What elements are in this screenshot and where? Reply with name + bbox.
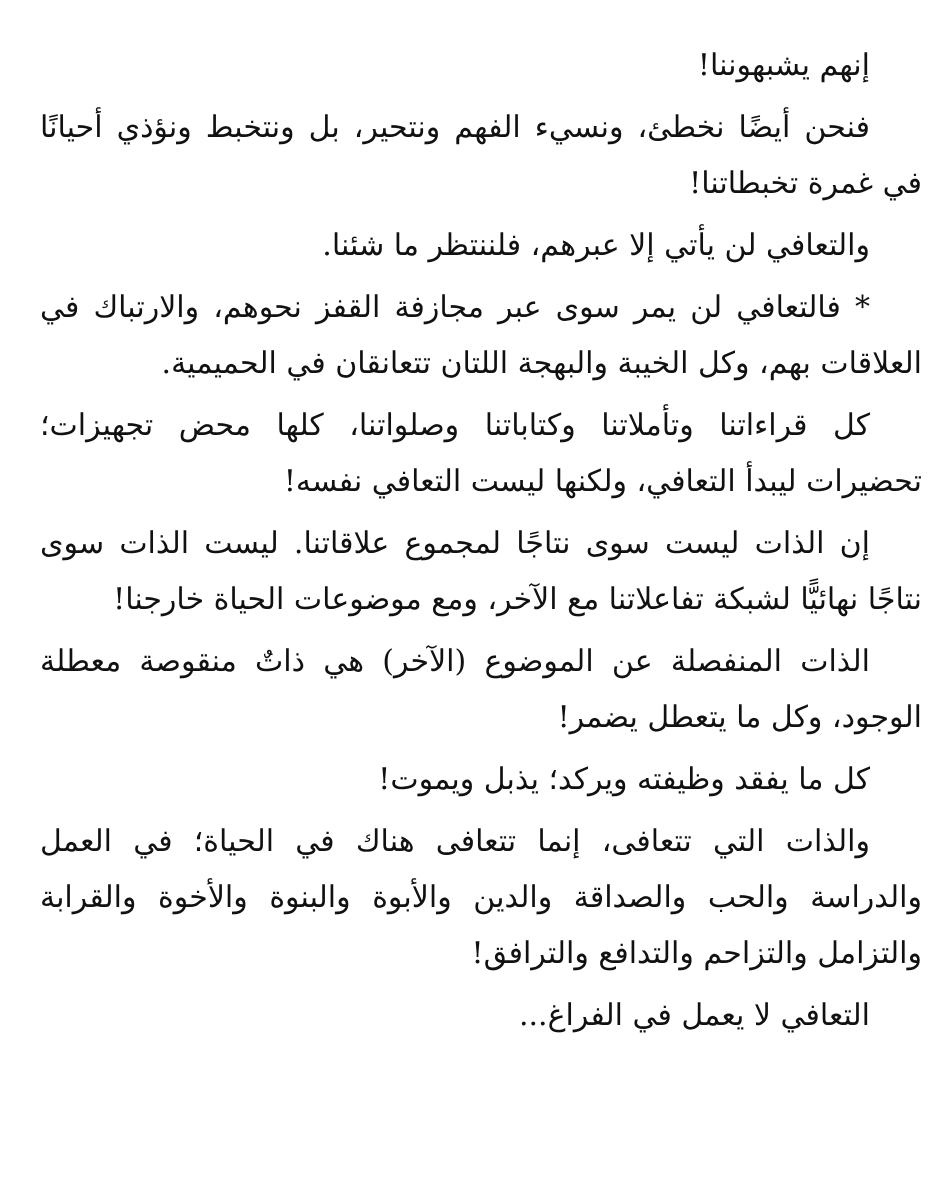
paragraph: * فالتعافي لن يمر سوى عبر مجازفة القفز نحوهم، والارتباك في العلاقات بهم، وكل الخيبة والبهجة اللتان تتعانقان في الحميمية. [40, 290, 922, 381]
paragraph: كل ما يفقد وظيفته ويركد؛ يذبل ويموت! [378, 762, 870, 797]
paragraph: الذات المنفصلة عن الموضوع (الآخر) هي ذاتٌ منقوصة معطلة الوجود، وكل ما يتعطل يضمر! [40, 644, 922, 735]
paragraph: إن الذات ليست سوى نتاجًا لمجموع علاقاتنا. ليست الذات سوى نتاجًا نهائيًّا لشبكة تفاعلاتنا مع الآخر، ومع موضوعات الحياة خارجنا! [40, 526, 922, 617]
paragraph: والتعافي لن يأتي إلا عبرهم، فلننتظر ما شئنا. [322, 228, 870, 263]
paragraph: إنهم يشبهوننا! [697, 48, 870, 83]
paragraph: كل قراءاتنا وتأملاتنا وكتاباتنا وصلواتنا، كلها محض تجهيزات؛ تحضيرات ليبدأ التعافي، ولكنها ليست التعافي نفسه! [40, 408, 922, 499]
paragraph: والذات التي تتعافى، إنما تتعافى هناك في الحياة؛ في العمل والدراسة والحب والصداقة والدين والأبوة والبنوة والأخوة والقرابة والتزامل والتزاحم والتدافع والترافق! [40, 824, 922, 971]
page-text [40, 38, 922, 1050]
paragraph: التعافي لا يعمل في الفراغ... [518, 998, 870, 1033]
paragraph: فنحن أيضًا نخطئ، ونسيء الفهم ونتحير، بل ونتخبط ونؤذي أحيانًا في غمرة تخبطاتنا! [40, 110, 922, 201]
